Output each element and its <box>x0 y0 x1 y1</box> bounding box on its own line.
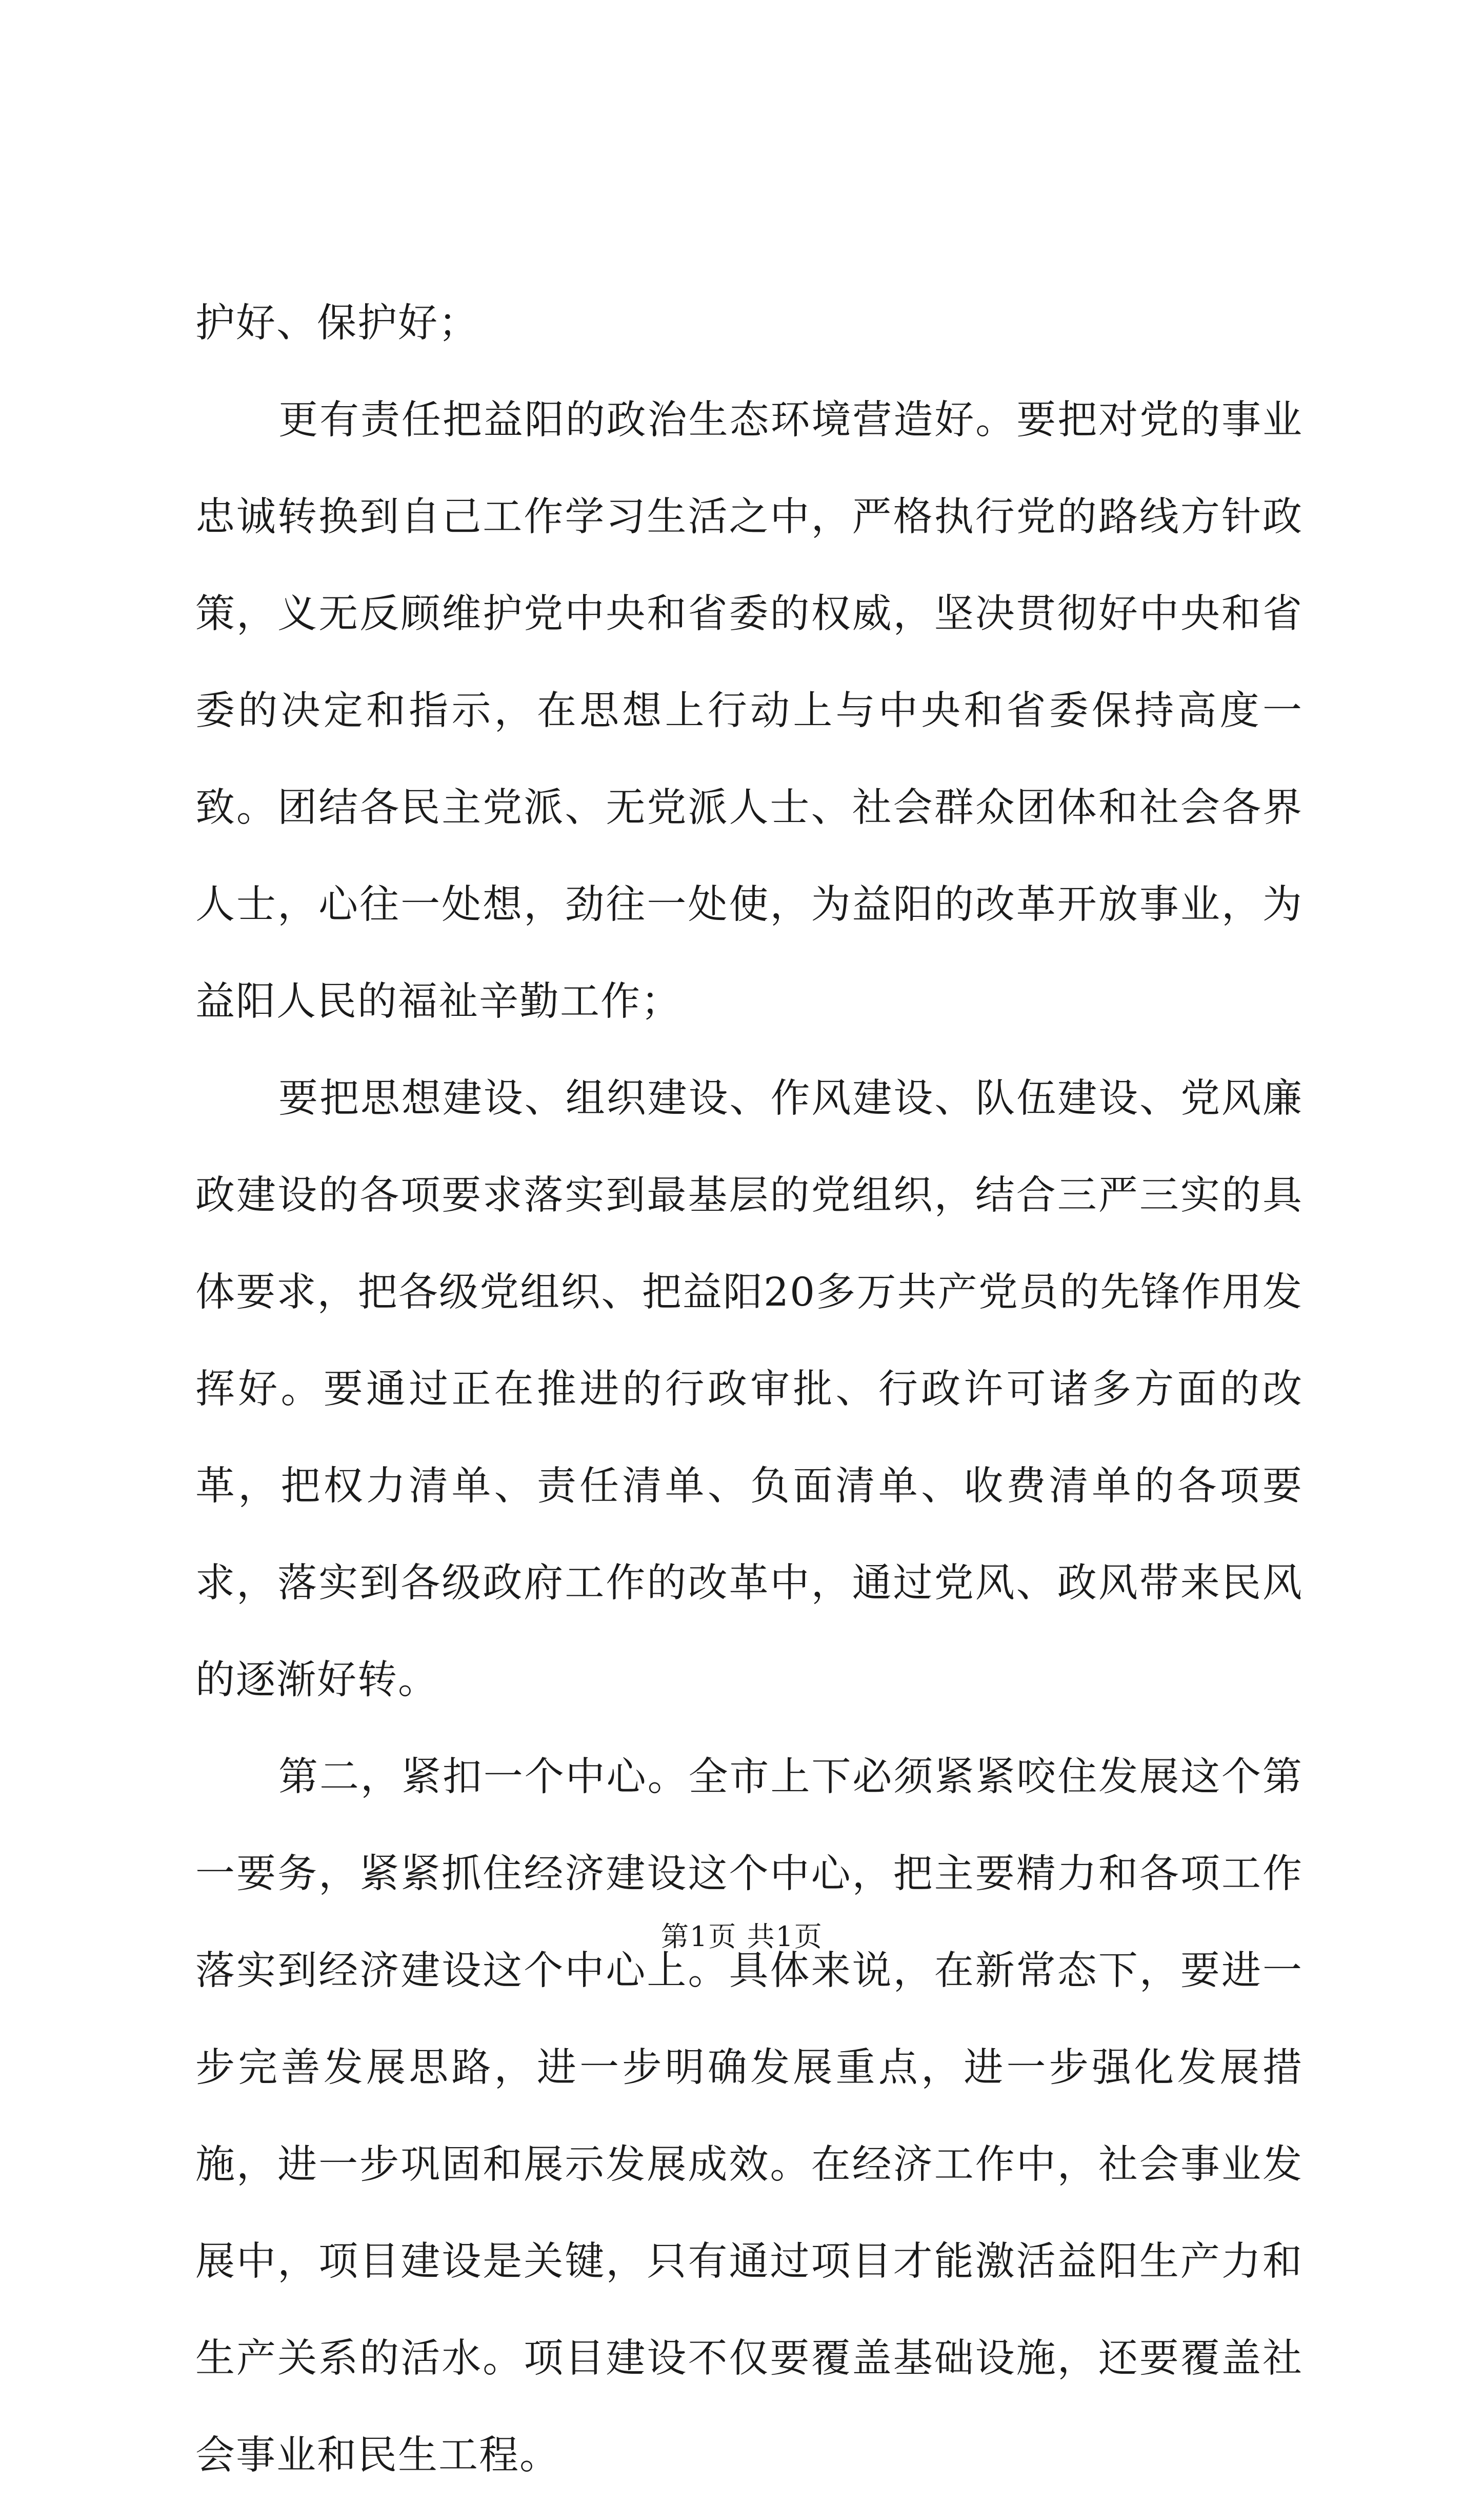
paragraph-2: 更有责任把益阳的政治生态环境营造好。要把对党的事业忠诚转换到自己工作学习生活之中，严格执行党的路线方针政策，义无反顾维护党中央和省委的权威，坚决贯彻好中央和省委的决定和指示，在思想上行动上与中央和省委保持高度一致。团结各民主党派、无党派人士、社会群众团体和社会各界人士，心往一处想，劲往一处使，为益阳的改革开放事业，为益阳人民的福祉辛勤工作； <box>195 397 1303 1025</box>
paragraph-4: 第二，紧扣一个中心。全市上下必须紧紧咬住发展这个第一要务，紧紧抓住经济建设这个中心，把主要精力和各项工作落实到经济建设这个中心上。具体来说，在新常态下，要进一步完善发展思路，进一步明确发展重点，进一步强化发展措施，进一步巩固和展示发展成效。在经济工作中，社会事业发展中，项目建设是关键，只有通过项目才能激活益阳生产力和生产关系的活水。项目建设不仅要覆盖基础设施，还要覆盖社会事业和民生工程。 <box>195 1754 1303 2478</box>
document-body <box>195 275 1303 2504</box>
paragraph-3: 要把思想建设、组织建设、作风建设、队伍建设、党风廉政建设的各项要求落实到最基层的党组织，结合三严三实的具体要求，把各级党组织、把益阳20多万共产党员的先锋作用发挥好。要通过正在推进的行政审批、行政许可诸多方面的改革，把权力清单、责任清单、负面清单、收费清单的各项要求，落实到各级政府工作的改革中，通过党风、政风带来民风的逐渐好转。 <box>195 1076 1303 1703</box>
paragraph-1: 护好、保护好； <box>195 301 479 346</box>
page-number-footer: 第1页 共1页 <box>661 1920 823 1953</box>
